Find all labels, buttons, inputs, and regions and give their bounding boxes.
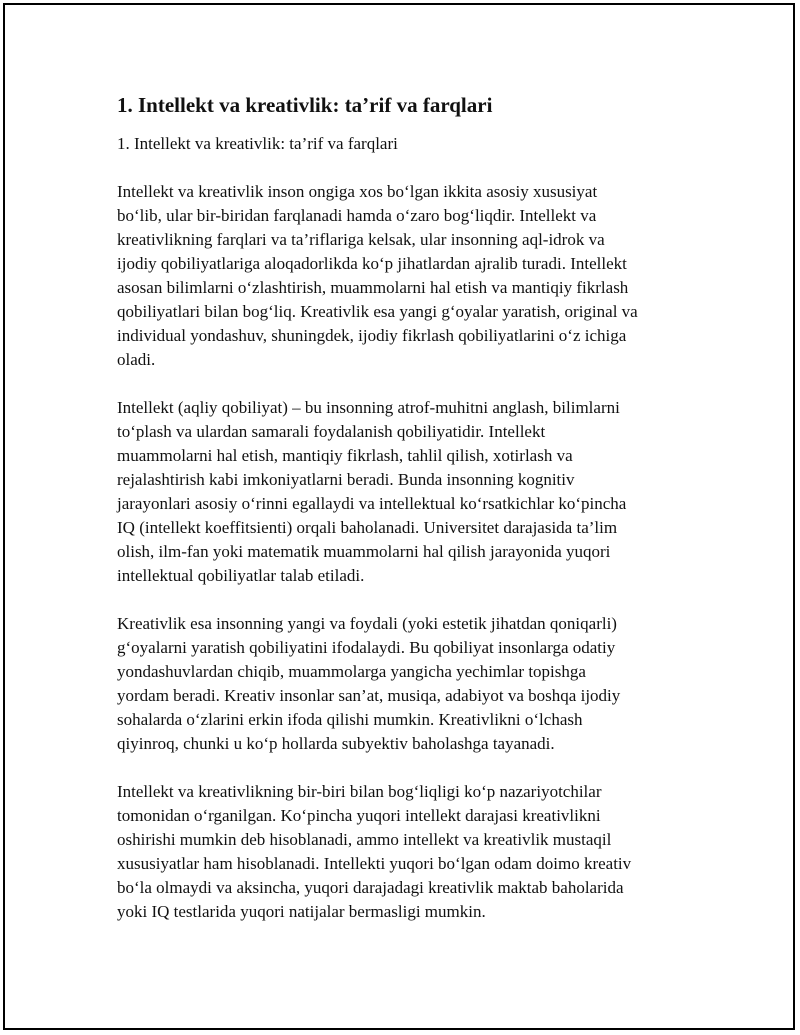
paragraph-line: bo‘lib, ular bir-biridan farqlanadi hamda o‘zaro bog‘liqdir. Intellekt va xyxy=(117,206,597,225)
paragraph-line: to‘plash va ulardan samarali foydalanish qobiliyatidir. Intellekt xyxy=(117,422,546,441)
paragraph-creativity xyxy=(117,612,689,756)
page-title: 1. Intellekt va kreativlik: ta’rif va farqlari xyxy=(117,93,493,117)
paragraph-line: tomonidan o‘rganilgan. Ko‘pincha yuqori intellekt darajasi kreativlikni xyxy=(117,806,601,825)
paragraph-line: olish, ilm-fan yoki matematik muammolarni hal qilish jarayonida yuqori xyxy=(117,542,611,561)
paragraph-line: yondashuvlardan chiqib, muammolarga yangicha yechimlar topishga xyxy=(117,662,586,681)
paragraph-line: jarayonlari asosiy o‘rinni egallaydi va intellektual ko‘rsatkichlar ko‘pincha xyxy=(117,494,627,513)
paragraph-line: IQ (intellekt koeffitsienti) orqali baholanadi. Universitet darajasida ta’lim xyxy=(117,518,618,537)
paragraph-line: g‘oyalarni yaratish qobiliyatini ifodalaydi. Bu qobiliyat insonlarga odatiy xyxy=(117,638,616,657)
paragraph-line: qobiliyatlari bilan bog‘liq. Kreativlik esa yangi g‘oyalar yaratish, original va xyxy=(117,302,638,321)
paragraph-line: yoki IQ testlarida yuqori natijalar bermasligi mumkin. xyxy=(117,902,486,921)
document-body xyxy=(117,90,689,948)
paragraph-intellect xyxy=(117,396,689,588)
paragraph-line: Intellekt va kreativlik inson ongiga xos bo‘lgan ikkita asosiy xususiyat xyxy=(117,182,598,201)
paragraph-line: oladi. xyxy=(117,350,156,369)
paragraph-line: muammolarni hal etish, mantiqiy fikrlash, tahlil qilish, xotirlash va xyxy=(117,446,573,465)
paragraph-intro xyxy=(117,180,689,372)
paragraph-line: individual yondashuv, shuningdek, ijodiy fikrlash qobiliyatlarini o‘z ichiga xyxy=(117,326,627,345)
paragraph-line: asosan bilimlarni o‘zlashtirish, muammolarni hal etish va mantiqiy fikrlash xyxy=(117,278,629,297)
paragraph-line: Intellekt (aqliy qobiliyat) – bu insonning atrof-muhitni anglash, bilimlarni xyxy=(117,398,620,417)
section-subtitle: 1. Intellekt va kreativlik: ta’rif va farqlari xyxy=(117,134,398,153)
paragraph-line: rejalashtirish kabi imkoniyatlarni beradi. Bunda insonning kognitiv xyxy=(117,470,575,489)
paragraph-line: xususiyatlar ham hisoblanadi. Intellekti yuqori bo‘lgan odam doimo kreativ xyxy=(117,854,632,873)
paragraph-line: kreativlikning farqlari va ta’riflariga kelsak, ular insonning aql-idrok va xyxy=(117,230,605,249)
paragraph-line: Kreativlik esa insonning yangi va foydali (yoki estetik jihatdan qoniqarli) xyxy=(117,614,617,633)
paragraph-line: sohalarda o‘zlarini erkin ifoda qilishi mumkin. Kreativlikni o‘lchash xyxy=(117,710,583,729)
paragraph-line: yordam beradi. Kreativ insonlar san’at, musiqa, adabiyot va boshqa ijodiy xyxy=(117,686,621,705)
paragraph-line: ijodiy qobiliyatlariga aloqadorlikda ko‘p jihatlardan ajralib turadi. Intellekt xyxy=(117,254,627,273)
paragraph-line: qiyinroq, chunki u ko‘p hollarda subyektiv baholashga tayanadi. xyxy=(117,734,555,753)
paragraph-line: bo‘la olmaydi va aksincha, yuqori darajadagi kreativlik maktab baholarida xyxy=(117,878,624,897)
paragraph-line: Intellekt va kreativlikning bir-biri bilan bog‘liqligi ko‘p nazariyotchilar xyxy=(117,782,602,801)
paragraph-relationship xyxy=(117,780,689,924)
paragraph-line: oshirishi mumkin deb hisoblanadi, ammo intellekt va kreativlik mustaqil xyxy=(117,830,612,849)
paragraph-line: intellektual qobiliyatlar talab etiladi. xyxy=(117,566,365,585)
